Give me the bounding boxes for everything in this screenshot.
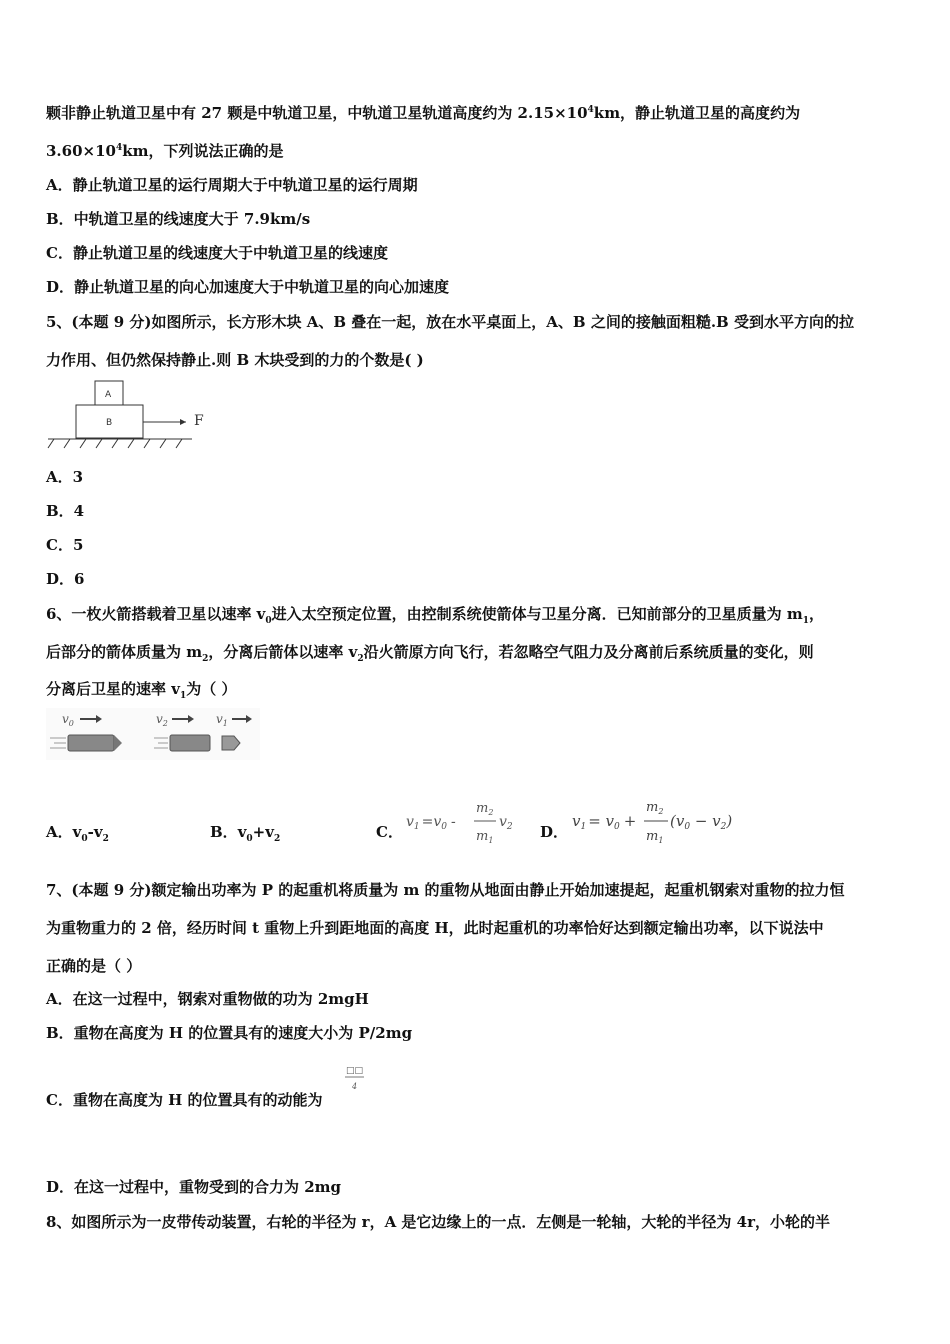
svg-text:m1: $m_1$	[646, 829, 664, 845]
q6-option-c-formula	[404, 798, 524, 848]
svg-text:(v0 − v2): $(v_0 - v_2)$	[670, 812, 733, 832]
svg-text:v1=v0-: $v_1 =v_0$ -	[406, 814, 456, 832]
q4-stem-line1: 颗非静止轨道卫星中有 27 颗是中轨道卫星，中轨道卫星轨道高度约为 $2.15\times 10^4km$，静止轨道卫星的高度约为	[46, 104, 801, 122]
q5-stem-line1: 5、(本题 9 分)如图所示，长方形木块 A、B 叠在一起，放在水平桌面上，A、B 之间的接触面粗糙.B 受到水平方向的拉	[46, 313, 854, 331]
svg-text:v1= v0+: $v_1 = v_0$ +	[572, 812, 637, 832]
q4-option-d: D．静止轨道卫星的向心加速度大于中轨道卫星的向心加速度	[46, 278, 450, 296]
rocket-body	[68, 735, 114, 751]
v1-label: $v_1$	[216, 712, 228, 728]
q4-stem-line2: $3.60\times 10^4km$，下列说法正确的是	[46, 142, 284, 160]
q4-option-c: C．静止轨道卫星的线速度大于中轨道卫星的线速度	[46, 244, 388, 262]
q6-option-a: A．$v_0-v_2$	[46, 823, 109, 844]
svg-text:m2: $m_2$	[646, 800, 664, 816]
fraction-numerator: □□	[346, 1066, 364, 1076]
q5-option-a: A．3	[46, 468, 84, 486]
v2-label: $v_2$	[156, 712, 168, 728]
q7-option-b: B．重物在高度为 H 的位置具有的速度大小为 P/2mg	[46, 1024, 413, 1042]
q7-option-c-fraction	[342, 1062, 368, 1096]
q6-option-d-formula	[570, 796, 742, 850]
force-arrowhead	[180, 419, 186, 425]
q6-rocket-figure	[46, 708, 260, 760]
q6-stem-line3: 分离后卫星的速率 $v_1$为（ ）	[46, 680, 237, 701]
block-b-label: B	[106, 418, 113, 428]
q4-option-a: A．静止轨道卫星的运行周期大于中轨道卫星的运行周期	[46, 176, 418, 194]
q5-option-b: B．4	[46, 502, 85, 520]
block-a-label: A	[105, 390, 112, 400]
q7-stem-line2: 为重物重力的 2 倍，经历时间 t 重物上升到距地面的高度 H，此时起重机的功率恰好达到额定输出功率，以下说法中	[46, 919, 824, 937]
q6-option-d-label: D．	[540, 823, 569, 841]
q6-option-b: B．$v_0+v_2$	[210, 823, 281, 844]
ground-hatching	[48, 439, 182, 448]
rocket-casing	[170, 735, 210, 751]
q6-stem-line1: 6、一枚火箭搭载着卫星以速率 $v_0$进入太空预定位置，由控制系统使箭体与卫星分离．已知前部分的卫星质量为 $m_1$，	[46, 605, 825, 626]
q7-stem-line1: 7、(本题 9 分)额定输出功率为 P 的起重机将质量为 m 的重物从地面由静止开始加速提起，起重机钢索对重物的拉力恒	[46, 881, 845, 899]
q7-option-d: D．在这一过程中，重物受到的合力为 2mg	[46, 1178, 342, 1196]
q5-stem-line2: 力作用、但仍然保持静止.则 B 木块受到的力的个数是( )	[46, 351, 424, 369]
q6-option-c-label: C．	[376, 823, 403, 841]
q7-option-c: C．重物在高度为 H 的位置具有的动能为	[46, 1091, 323, 1109]
svg-text:v2: $v_2$	[499, 814, 513, 832]
q7-option-a: A．在这一过程中，钢索对重物做的功为 2mgH	[46, 990, 369, 1008]
q5-option-d: D．6	[46, 570, 85, 588]
q8-stem-line1: 8、如图所示为一皮带传动装置，右轮的半径为 r，A 是它边缘上的一点．左侧是一轮轴，大轮的半径为 4r，小轮的半	[46, 1213, 830, 1231]
q5-option-c: C．5	[46, 536, 84, 554]
force-label: F	[194, 413, 204, 429]
v0-label: $v_0$	[62, 712, 74, 728]
svg-text:m2: $m_2$	[476, 801, 494, 817]
q7-stem-line3: 正确的是（ ）	[46, 957, 142, 975]
svg-text:m1: $m_1$	[476, 829, 494, 845]
q5-block-figure	[46, 378, 216, 450]
q4-option-b: B．中轨道卫星的线速度大于 7.9km/s	[46, 210, 311, 228]
q6-stem-line2: 后部分的箭体质量为 $m_2$，分离后箭体以速率 $v_2$沿火箭原方向飞行，若忽略空气阻力及分离前后系统质量的变化，则	[46, 643, 814, 664]
fraction-denominator: 4	[352, 1082, 358, 1091]
